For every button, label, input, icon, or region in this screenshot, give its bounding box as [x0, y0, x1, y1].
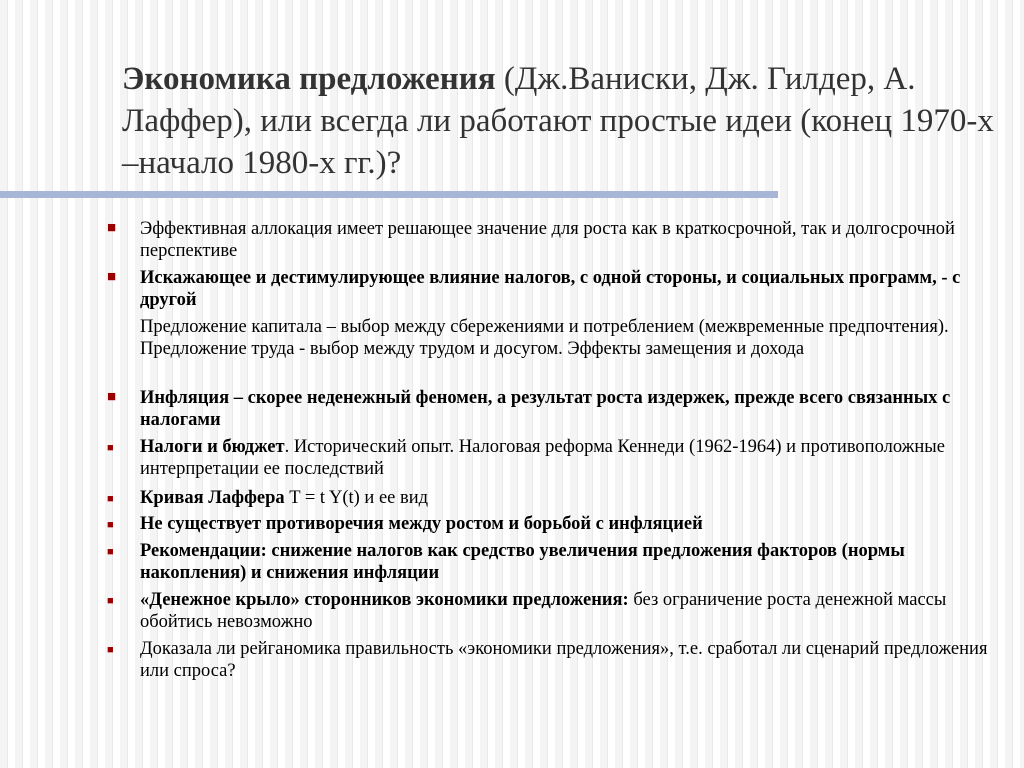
list-item: ■ Кривая Лаффера T = t Y(t) и ее вид	[107, 488, 429, 508]
square-bullet-icon: ■	[107, 595, 114, 607]
square-bullet-icon: ■	[107, 546, 114, 558]
slide-title-bold: Экономика предложения	[122, 61, 496, 97]
list-item: Предложение капитала – выбор между сбережениями и потреблением (межвременные предпочтения). Предложение труда - выбор между трудом и досугом. Эффекты замещения и дохода	[140, 317, 949, 359]
square-bullet-icon: ■	[107, 519, 114, 531]
list-item: ■ «Денежное крыло» сторонников экономики предложения: без ограничение роста денежной массы обойтись невозможно	[107, 590, 947, 632]
square-bullet-icon: ■	[107, 269, 117, 285]
square-bullet-icon: ■	[107, 220, 117, 236]
list-item: ■ Налоги и бюджет. Исторический опыт. Налоговая реформа Кеннеди (1962-1964) и противоположные интерпретации ее последствий	[107, 437, 945, 479]
list-item: ■ Доказала ли рейганомика правильность «экономики предложения», т.е. сработал ли сценарий предложения или спроса?	[107, 639, 988, 681]
list-item: ■ Эффективная аллокация имеет решающее значение для роста как в краткосрочной, так и долгосрочной перспективе	[107, 219, 955, 261]
square-bullet-icon: ■	[107, 442, 114, 454]
square-bullet-icon: ■	[107, 644, 114, 656]
square-bullet-icon: ■	[107, 493, 114, 505]
square-bullet-icon: ■	[107, 389, 117, 405]
list-item: ■ Не существует противоречия между ростом и борьбой с инфляцией	[107, 514, 703, 534]
list-item: ■ Инфляция – скорее неденежный феномен, а результат роста издержек, прежде всего связанных с налогами	[107, 388, 951, 430]
list-item: ■ Рекомендации: снижение налогов как средство увеличения предложения факторов (нормы накопления) и снижения инфляции	[107, 541, 905, 583]
list-item: ■ Искажающее и дестимулирующее влияние налогов, с одной стороны, и социальных программ, - с другой	[107, 268, 961, 310]
slide-title-rest: (Дж.Ваниски, Дж. Гилдер, А. Лаффер), или всегда ли работают простые идеи (конец 1970-х –начало 1980-х гг.)?	[122, 61, 994, 181]
